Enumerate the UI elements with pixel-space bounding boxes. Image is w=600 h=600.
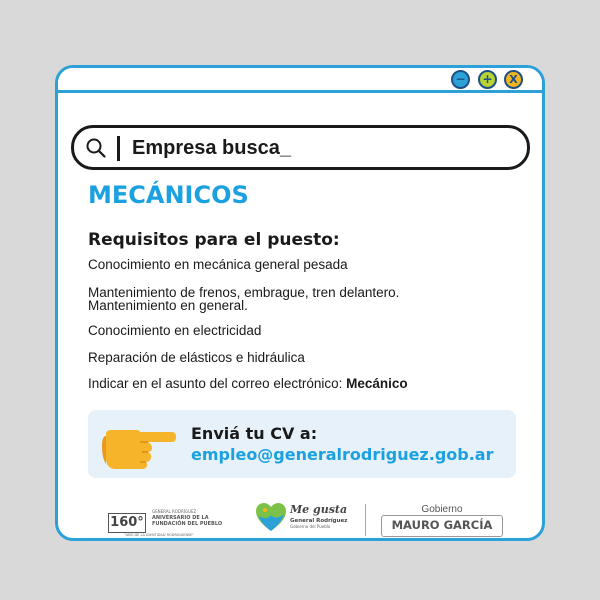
subject-instruction-text: Indicar en el asunto del correo electrónico: (88, 376, 347, 391)
list-item: Conocimiento en mecánica general pesada (88, 257, 348, 272)
list-item: Conocimiento en electricidad (88, 323, 262, 338)
logo-divider (365, 504, 366, 536)
list-item: Mantenimiento de frenos, embrague, tren delantero. (88, 285, 400, 300)
anniversary-line2: FUNDACIÓN DEL PUEBLO (152, 521, 223, 527)
anniversary-motto: "AÑO DE LA IDENTIDAD RODRIGUENSE" (124, 533, 195, 537)
pointing-hand-icon (102, 418, 176, 470)
anniversary-logo (108, 509, 223, 537)
search-icon (85, 137, 107, 159)
search-bar[interactable] (71, 125, 530, 170)
brand-tagline: Gobierno del Pueblo (290, 524, 331, 529)
browser-window (55, 65, 545, 541)
government-name: MAURO GARCÍA (381, 515, 503, 537)
anniversary-text (152, 515, 222, 527)
government-label: Gobierno (421, 504, 463, 515)
list-item: Reparación de elásticos e hidráulica (88, 350, 305, 365)
cv-label: Enviá tu CV a: (191, 424, 318, 443)
footer-logos (58, 496, 542, 541)
anniversary-number: 160° (108, 513, 146, 533)
subject-instruction (88, 377, 408, 391)
cv-email-link[interactable]: empleo@generalrodriguez.gob.ar (191, 445, 494, 464)
brand-logo (290, 503, 360, 539)
brand-title: Me gusta (290, 503, 348, 516)
search-input[interactable]: Empresa busca_ (132, 137, 291, 159)
text-cursor (117, 136, 120, 161)
brand-subtitle: General Rodríguez (290, 518, 348, 524)
maximize-button[interactable]: + (478, 70, 497, 89)
title-bar (58, 68, 542, 93)
cv-callout (88, 410, 516, 478)
requirements-heading: Requisitos para el puesto: (88, 230, 340, 250)
page-title: MECÁNICOS (88, 181, 249, 209)
close-button[interactable]: X (504, 70, 523, 89)
anniversary-top: GENERAL RODRÍGUEZ (152, 509, 197, 514)
subject-value: Mecánico (346, 376, 408, 391)
minimize-button[interactable]: − (451, 70, 470, 89)
anniversary-line1: ANIVERSARIO DE LA (152, 515, 209, 521)
government-logo (381, 504, 503, 538)
heart-icon (254, 501, 288, 533)
list-item: Mantenimiento en general. (88, 298, 248, 313)
